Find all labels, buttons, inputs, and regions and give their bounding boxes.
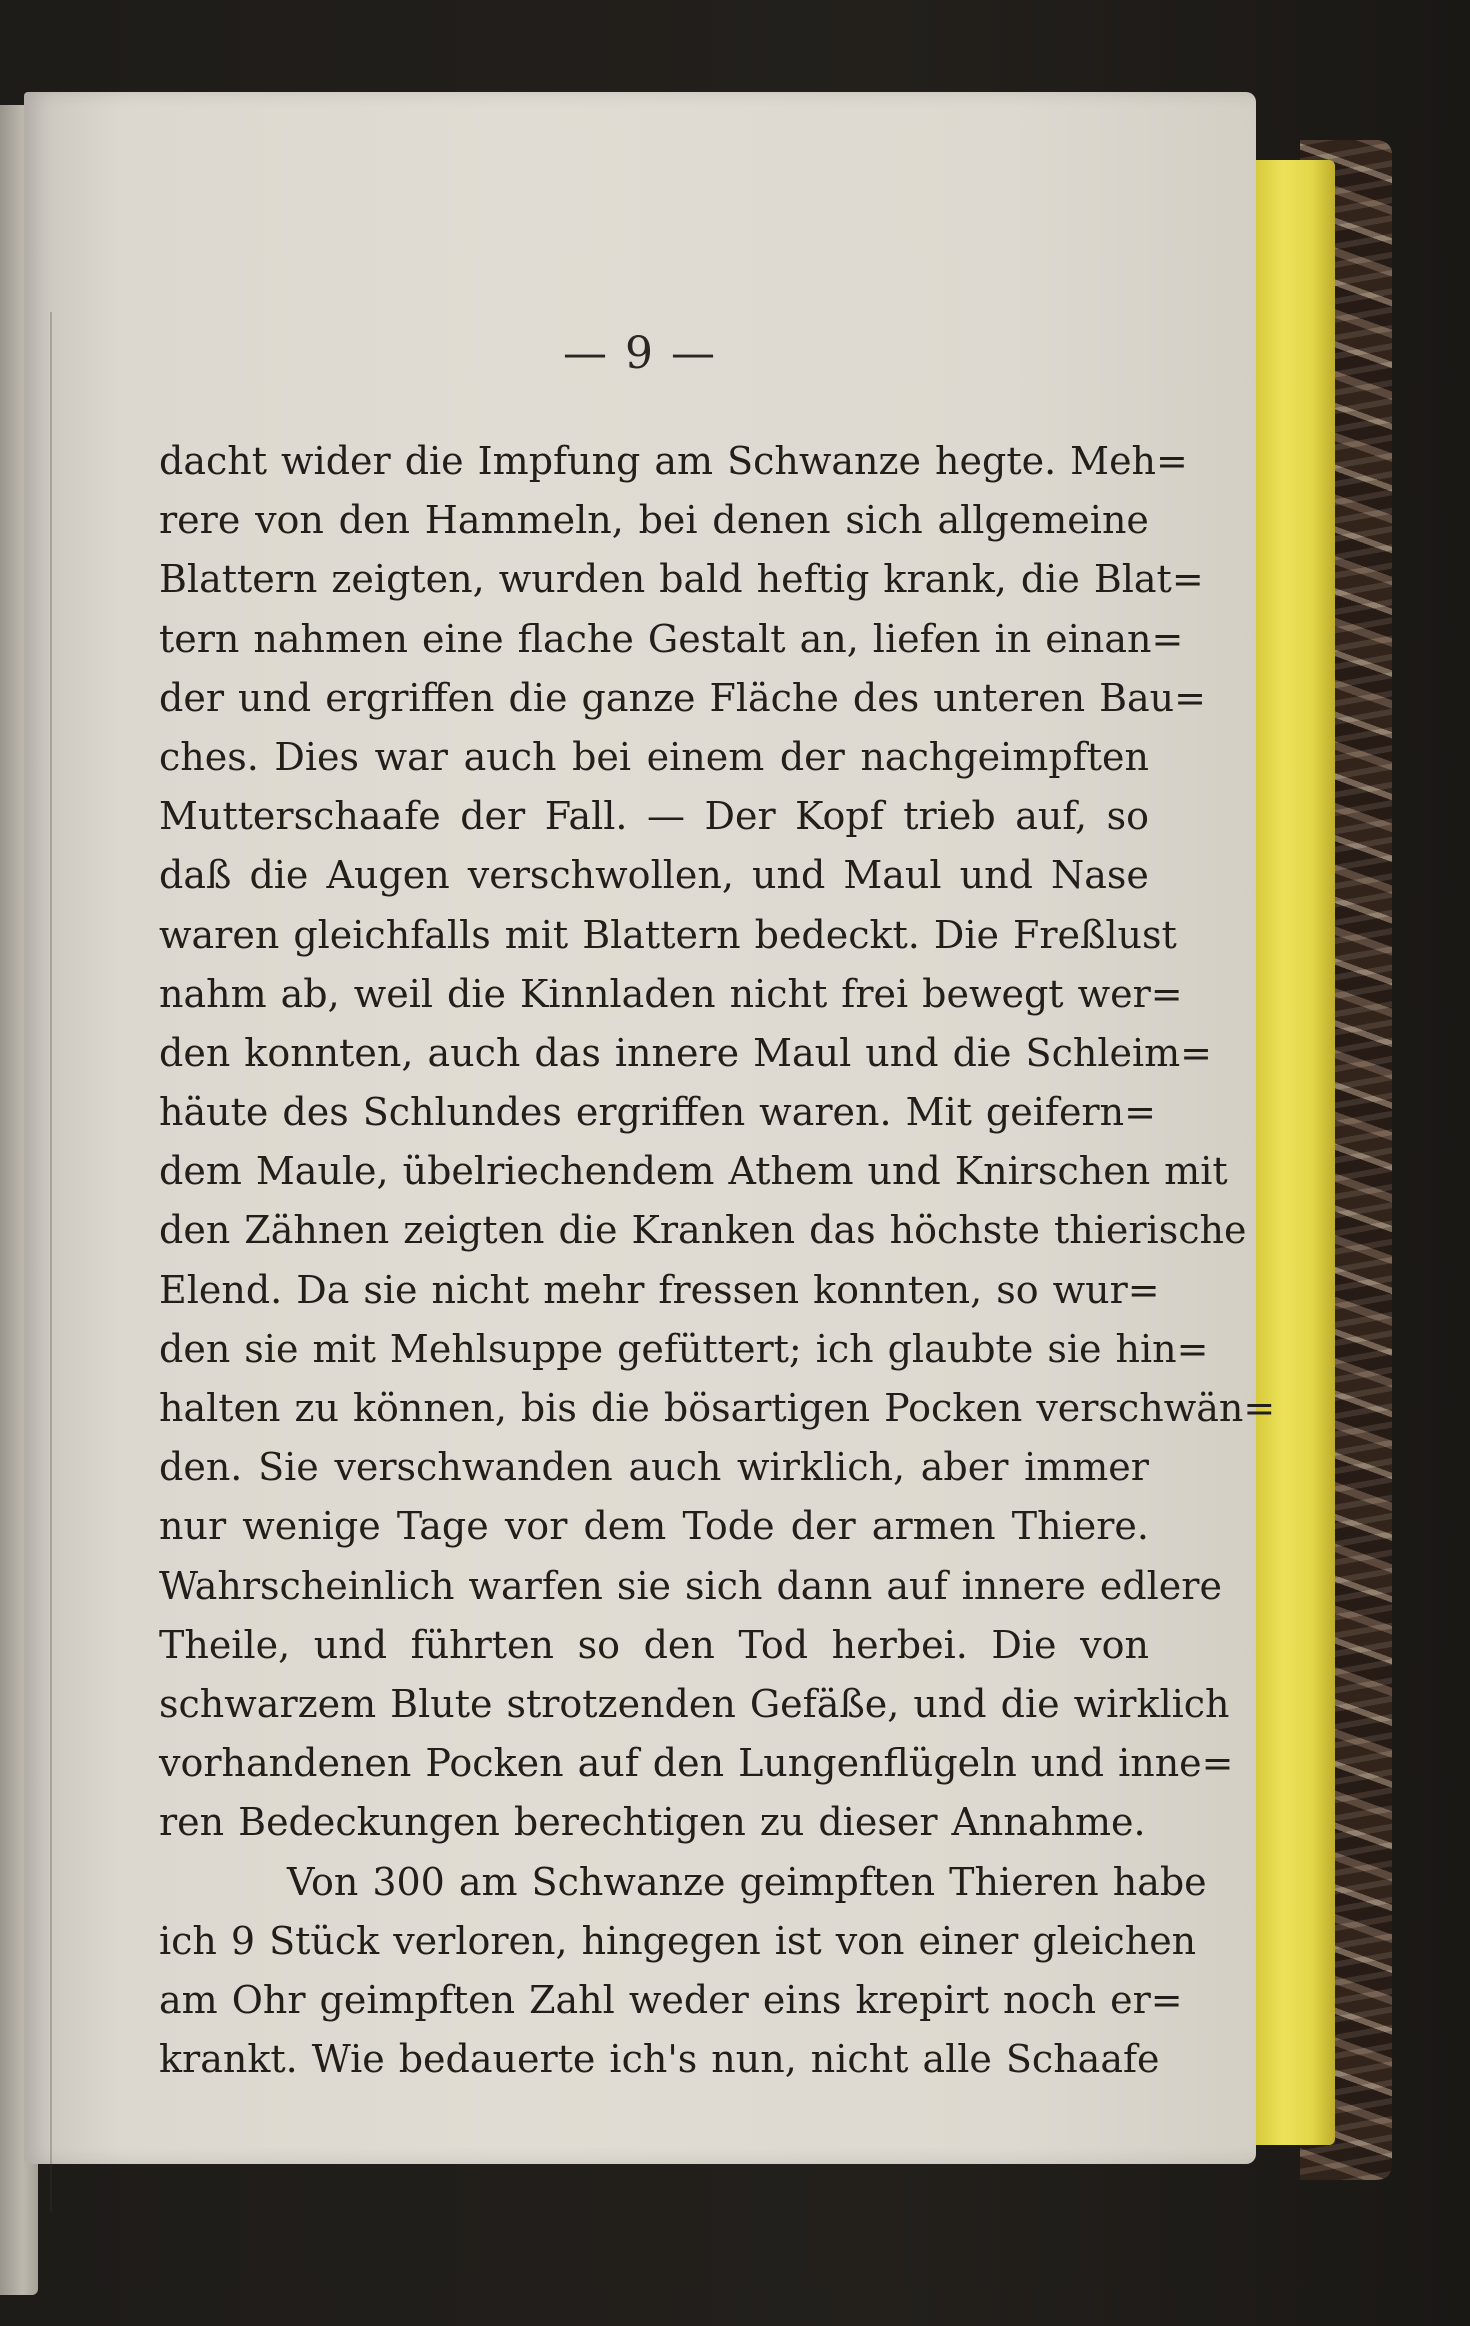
text-line: nur wenige Tage vor dem Tode der armen Thiere. (159, 1504, 1149, 1549)
text-line: den sie mit Mehlsuppe gefüttert; ich glaubte sie hin= (159, 1326, 1209, 1371)
text-line: den. Sie verschwanden auch wirklich, aber immer (159, 1445, 1149, 1490)
book-page (24, 92, 1276, 2164)
text-line: den konnten, auch das innere Maul und die Schleim= (159, 1030, 1213, 1075)
text-line: tern nahmen eine flache Gestalt an, liefen in einan= (159, 616, 1184, 661)
text-line: Wahrscheinlich warfen sie sich dann auf innere edlere (159, 1563, 1222, 1608)
text-line: Elend. Da sie nicht mehr fressen konnten, so wur= (159, 1267, 1160, 1312)
page-number: — 9 — (563, 328, 717, 379)
text-line: ich 9 Stück verloren, hingegen ist von einer gleichen (159, 1918, 1197, 1963)
text-line: der und ergriffen die ganze Fläche des unteren Bau= (159, 675, 1206, 720)
text-line: den Zähnen zeigten die Kranken das höchste thierische (159, 1208, 1247, 1253)
gutter-line (50, 312, 52, 2212)
text-line: am Ohr geimpften Zahl weder eins krepirt noch er= (159, 1977, 1183, 2022)
text-line: nahm ab, weil die Kinnladen nicht frei bewegt wer= (159, 971, 1183, 1016)
text-line: ren Bedeckungen berechtigen zu dieser Annahme. (159, 1800, 1146, 1845)
text-line: Blattern zeigten, wurden bald heftig krank, die Blat= (159, 557, 1204, 602)
text-line: Mutterschaafe der Fall. — Der Kopf trieb auf, so (159, 794, 1149, 839)
text-line: Theile, und führten so den Tod herbei. Die von (159, 1622, 1149, 1667)
text-line: halten zu können, bis die bösartigen Pocken verschwän= (159, 1386, 1276, 1430)
text-line: häute des Schlundes ergriffen waren. Mit geifern= (159, 1090, 1156, 1135)
text-line: daß die Augen verschwollen, und Maul und Nase (159, 853, 1149, 898)
text-line: schwarzem Blute strotzenden Gefäße, und die wirklich (159, 1681, 1230, 1726)
page-block-edge (1255, 160, 1335, 2145)
text-line: dem Maule, übelriechendem Athem und Knirschen mit (159, 1149, 1228, 1194)
text-line: krankt. Wie bedauerte ich's nun, nicht alle Schaafe (159, 2037, 1160, 2082)
body-text (159, 432, 1276, 2089)
text-line: waren gleichfalls mit Blattern bedeckt. Die Freßlust (159, 912, 1177, 957)
text-line: Von 300 am Schwanze geimpften Thieren habe (287, 1859, 1207, 1904)
text-line: vorhandenen Pocken auf den Lungenflügeln und inne= (159, 1741, 1234, 1786)
text-line: dacht wider die Impfung am Schwanze hegte. Meh= (159, 439, 1188, 483)
text-line: rere von den Hammeln, bei denen sich allgemeine (159, 498, 1149, 543)
text-line: ches. Dies war auch bei einem der nachgeimpften (159, 734, 1149, 779)
